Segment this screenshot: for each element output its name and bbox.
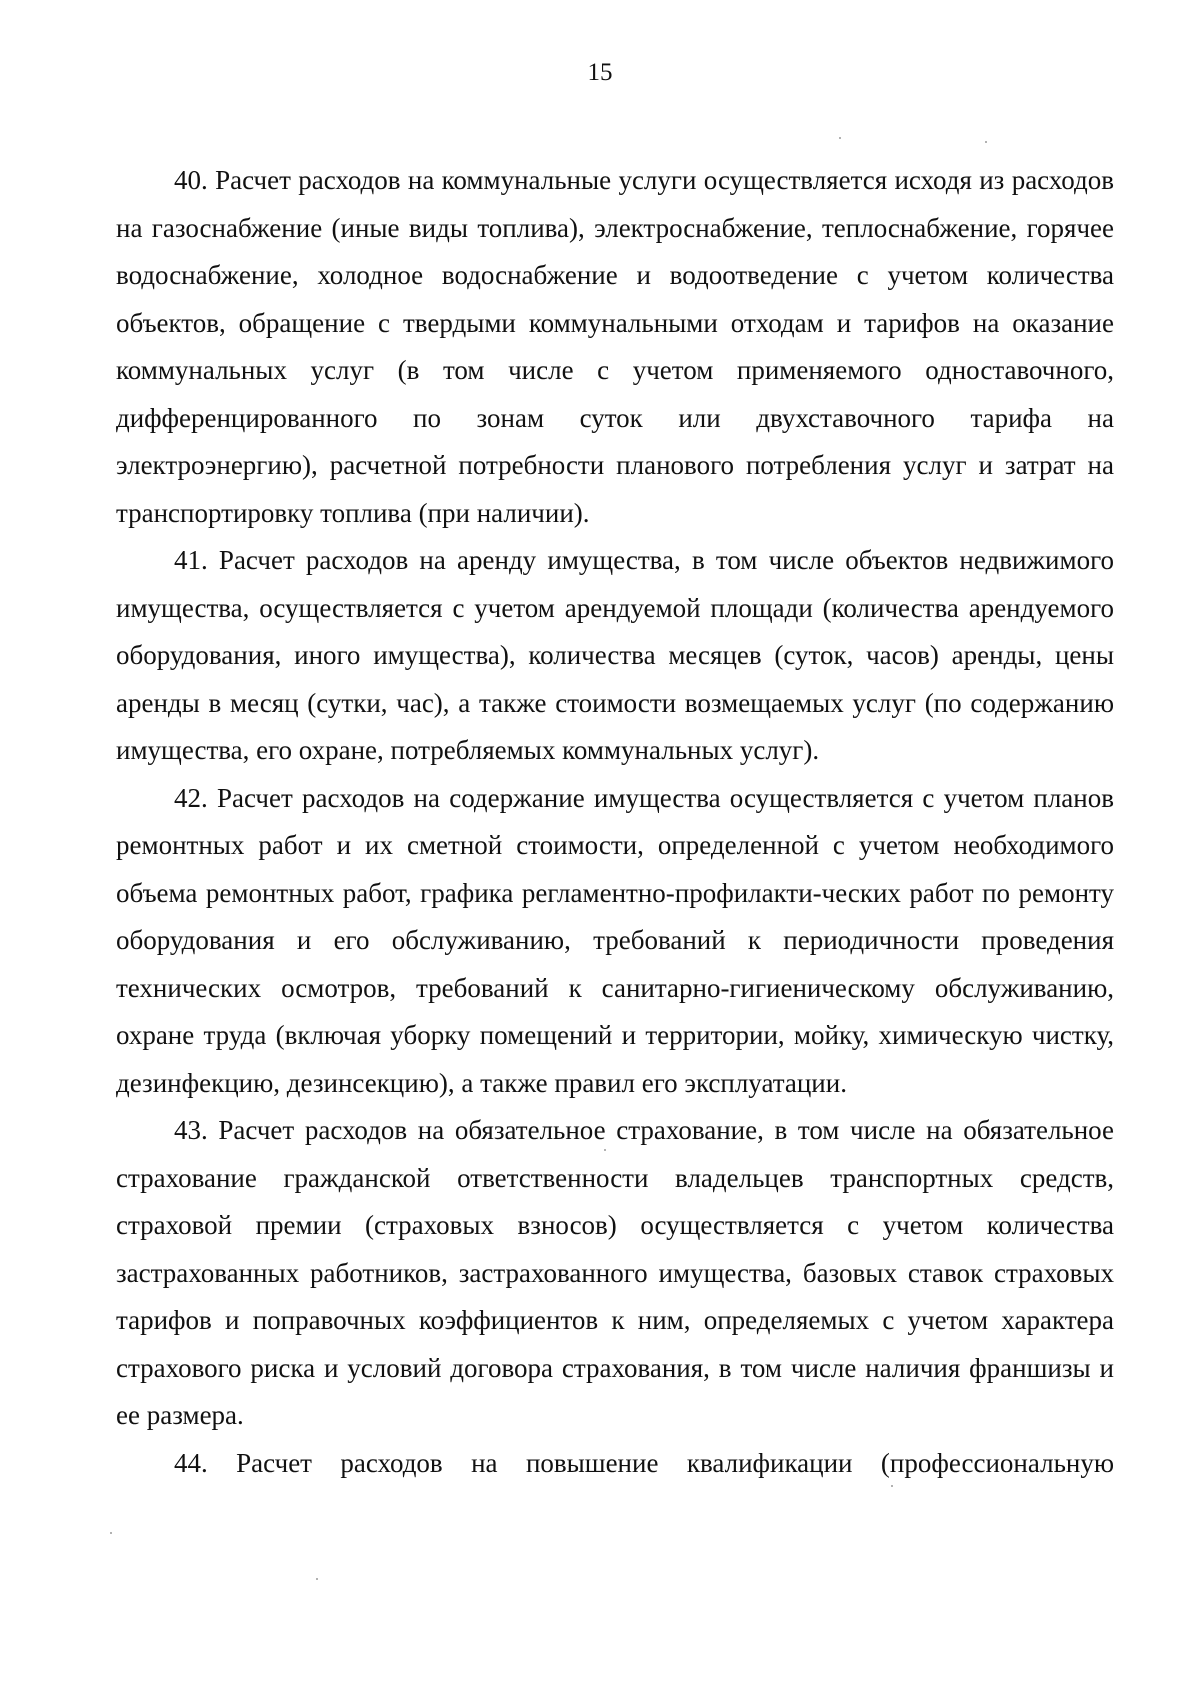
scan-speck [891,1485,893,1487]
paragraph-43: 43. Расчет расходов на обязательное страхование, в том числе на обязательное страхование гражданской ответственности владельцев транспортных средств, страховой премии (страховых взносов) осуществляется с учетом количества застрахованных работников, застрахованного имущества, базовых ставок страховых тарифов и поправочных коэффициентов к ним, определяемых с учетом характера страхового риска и условий договора страхования, в том числе наличия франшизы и ее размера. [116,1115,1114,1430]
paragraph-42: 42. Расчет расходов на содержание имущества осуществляется с учетом планов ремонтных работ и их сметной стоимости, определенной с учетом необходимого объема ремонтных работ, графика регламентно-профилакти-ческих работ по ремонту оборудования и его обслуживанию, требований к периодичности проведения технических осмотров, требований к санитарно-гигиеническому обслуживанию, охране труда (включая уборку помещений и территории, мойку, химическую чистку, дезинфекцию, дезинсекцию), а также правил его эксплуатации. [116,782,1114,1098]
scan-speck [110,1532,112,1534]
paragraph-44: 44. Расчет расходов на повышение квалификации (профессиональную [174,1447,1114,1478]
scan-speck [604,1149,606,1151]
scan-speck [985,141,987,143]
scan-speck [316,1578,318,1580]
scan-speck [839,137,841,139]
paragraph-40: 40. Расчет расходов на коммунальные услуги осуществляется исходя из расходов на газоснабжение (иные виды топлива), электроснабжение, теплоснабжение, горячее водоснабжение, холодное водоснабжение и водоотведение с учетом количества объектов, обращение с твердыми коммунальными отходам и тарифов на оказание коммунальных услуг (в том числе с учетом применяемого одноставочного, дифференцированного по зонам суток или двухставочного тарифа на электроэнергию), расчетной потребности планового потребления услуг и затрат на транспортировку топлива (при наличии). [116,165,1114,528]
page-number: 15 [587,59,613,86]
document-body [116,157,1114,1487]
paragraph-41: 41. Расчет расходов на аренду имущества, в том числе объектов недвижимого имущества, осуществляется с учетом арендуемой площади (количества арендуемого оборудования, иного имущества), количества месяцев (суток, часов) аренды, цены аренды в месяц (сутки, час), а также стоимости возмещаемых услуг (по содержанию имущества, его охране, потребляемых коммунальных услуг). [116,545,1114,765]
